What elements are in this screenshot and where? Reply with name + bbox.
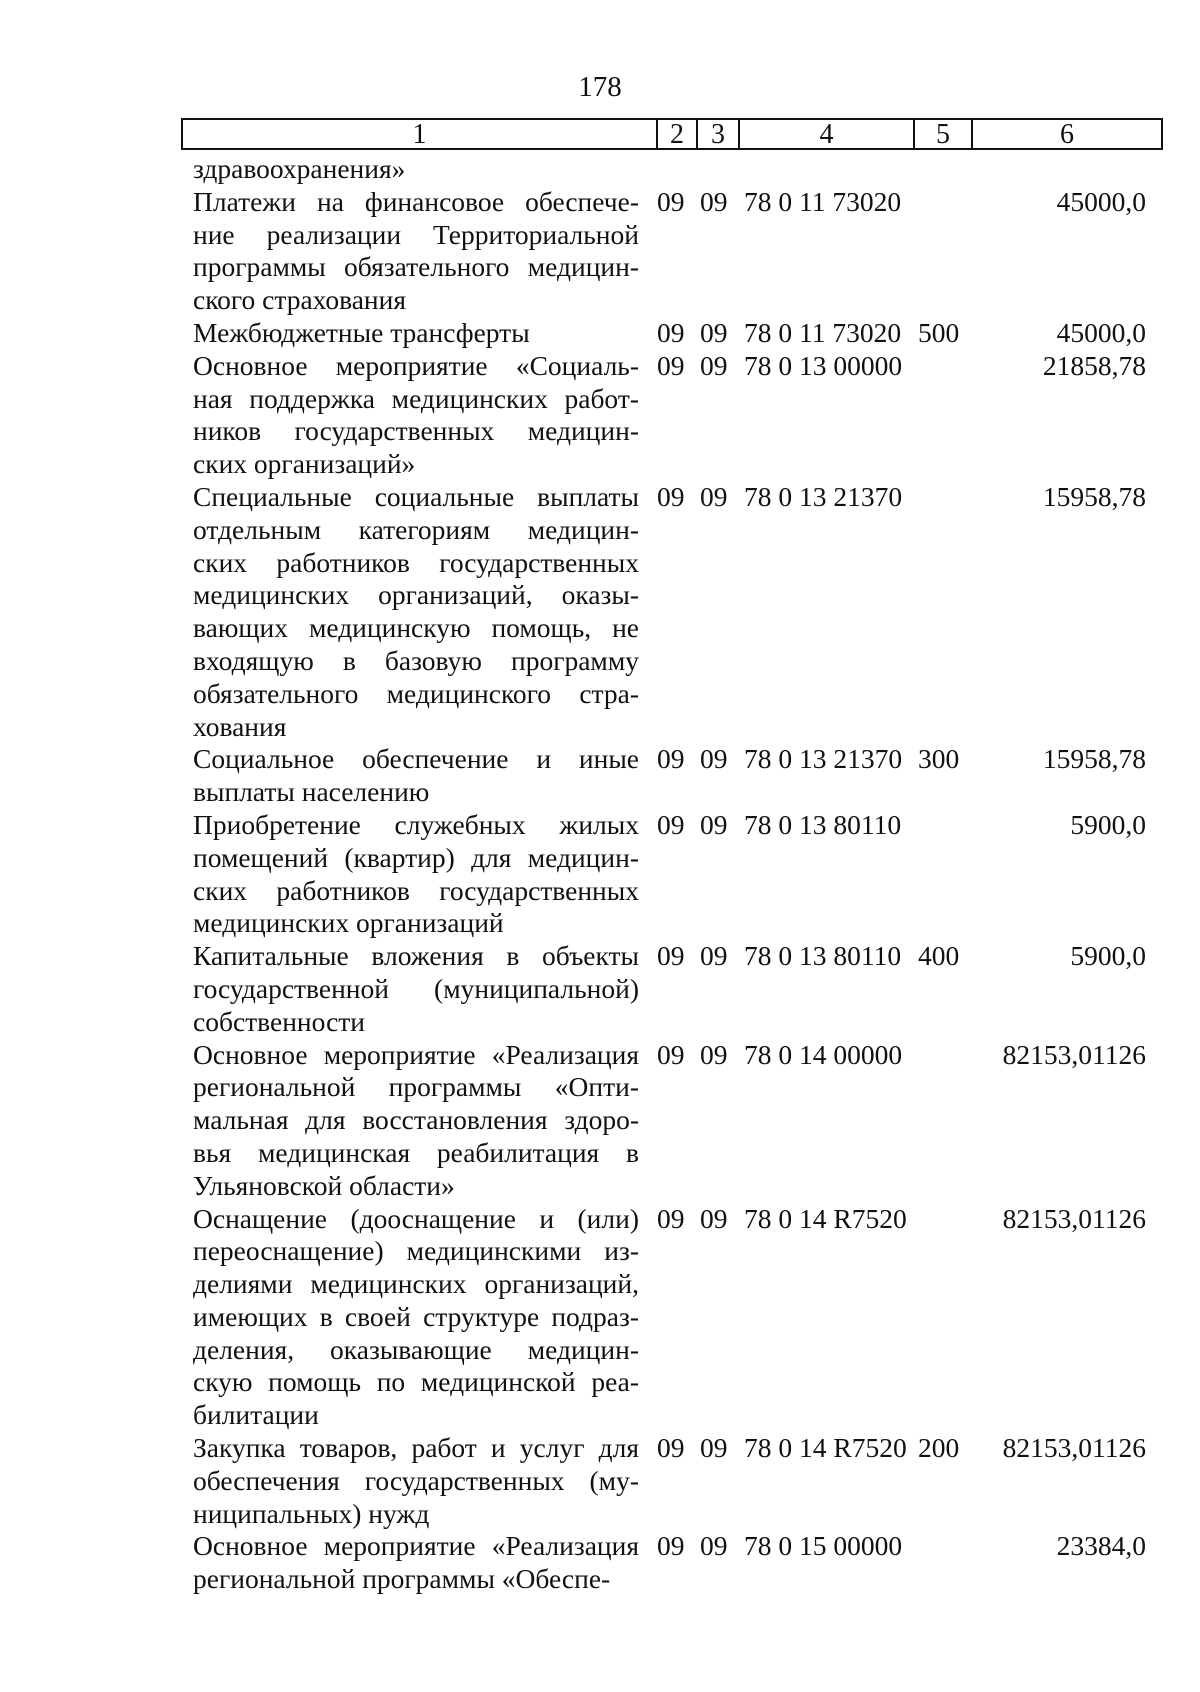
column-header-2: 2 bbox=[658, 120, 698, 148]
target-article-code: 78 0 14 R7520 bbox=[744, 1432, 907, 1464]
description-line: выплаты населению bbox=[193, 776, 430, 808]
amount: 45000,0 bbox=[1056, 185, 1146, 217]
description-line: Специальные социальные выплаты bbox=[193, 480, 639, 512]
description-line: государственной (муниципальной) bbox=[193, 972, 639, 1004]
description-line: вья медицинская реабилитация в bbox=[193, 1136, 639, 1168]
target-article-code: 78 0 14 R7520 bbox=[744, 1202, 907, 1234]
description-line: Платежи на финансовое обеспече- bbox=[193, 185, 639, 217]
target-article-code: 78 0 13 21370 bbox=[744, 743, 903, 775]
table-row bbox=[0, 1039, 1200, 1203]
description-line: медицинских организаций bbox=[193, 907, 504, 939]
subsection-code: 09 bbox=[700, 940, 728, 972]
target-article-code: 78 0 11 73020 bbox=[744, 316, 902, 348]
target-article-code: 78 0 13 80110 bbox=[744, 808, 902, 840]
table-row bbox=[0, 1203, 1200, 1433]
section-code: 09 bbox=[657, 1038, 685, 1070]
description-line: ского страхования bbox=[193, 284, 407, 316]
description-line: медицинских организаций, оказы- bbox=[193, 579, 639, 611]
row-description bbox=[193, 317, 639, 350]
target-article-code: 78 0 11 73020 bbox=[744, 185, 902, 217]
amount: 5900,0 bbox=[1070, 808, 1146, 840]
subsection-code: 09 bbox=[700, 1530, 728, 1562]
table-row bbox=[0, 809, 1200, 940]
description-line: ние реализации Территориальной bbox=[193, 218, 639, 250]
target-article-code: 78 0 13 00000 bbox=[744, 349, 903, 381]
description-line: ских организаций» bbox=[193, 448, 416, 480]
description-line: скую помощь по медицинской реа- bbox=[193, 1366, 639, 1398]
row-description bbox=[193, 1530, 639, 1596]
description-line: здравоохранения» bbox=[193, 153, 406, 184]
subsection-code: 09 bbox=[700, 808, 728, 840]
amount: 21858,78 bbox=[1042, 349, 1146, 381]
section-code: 09 bbox=[657, 316, 685, 348]
section-code: 09 bbox=[657, 1202, 685, 1234]
table-row bbox=[0, 186, 1200, 317]
expense-type-code: 500 bbox=[918, 316, 960, 348]
description-line: региональной программы «Опти- bbox=[193, 1071, 639, 1103]
description-line: Оснащение (дооснащение и (или) bbox=[193, 1202, 639, 1234]
description-line: Социальное обеспечение и иные bbox=[193, 743, 639, 775]
description-line: переоснащение) медицинскими из- bbox=[193, 1235, 639, 1267]
subsection-code: 09 bbox=[700, 349, 728, 381]
description-line: Основное мероприятие «Реализация bbox=[193, 1038, 639, 1070]
column-header-1: 1 bbox=[183, 120, 658, 148]
subsection-code: 09 bbox=[700, 185, 728, 217]
section-code: 09 bbox=[657, 743, 685, 775]
row-description bbox=[193, 1203, 639, 1433]
description-line: региональной программы «Обеспе- bbox=[193, 1563, 611, 1595]
column-header-5: 5 bbox=[915, 120, 973, 148]
description-line: собственности bbox=[193, 1005, 366, 1037]
column-header-3: 3 bbox=[698, 120, 740, 148]
column-header-4: 4 bbox=[740, 120, 915, 148]
section-code: 09 bbox=[657, 1530, 685, 1562]
table-row bbox=[0, 317, 1200, 350]
page-number: 178 bbox=[578, 71, 622, 103]
description-line: отдельным категориям медицин- bbox=[193, 513, 639, 545]
row-description bbox=[193, 743, 639, 809]
expense-type-code: 200 bbox=[918, 1432, 960, 1464]
column-header-6: 6 bbox=[1060, 119, 1074, 150]
row-description bbox=[193, 186, 639, 317]
description-line: Основное мероприятие «Реализация bbox=[193, 1530, 639, 1562]
description-line: ников государственных медицин- bbox=[193, 415, 639, 447]
table-row bbox=[0, 1530, 1200, 1596]
amount: 82153,01126 bbox=[1002, 1432, 1146, 1464]
table-row bbox=[0, 1432, 1200, 1530]
description-line: входящую в базовую программу bbox=[193, 644, 639, 676]
target-article-code: 78 0 15 00000 bbox=[744, 1530, 903, 1562]
row-description bbox=[193, 153, 639, 186]
target-article-code: 78 0 13 21370 bbox=[744, 480, 903, 512]
subsection-code: 09 bbox=[700, 480, 728, 512]
row-description bbox=[193, 1039, 639, 1203]
section-code: 09 bbox=[657, 349, 685, 381]
description-line: Закупка товаров, работ и услуг для bbox=[193, 1432, 639, 1464]
section-code: 09 bbox=[657, 185, 685, 217]
target-article-code: 78 0 14 00000 bbox=[744, 1038, 903, 1070]
subsection-code: 09 bbox=[700, 1202, 728, 1234]
description-line: Капитальные вложения в объекты bbox=[193, 940, 639, 972]
description-line: ниципальных) нужд bbox=[193, 1497, 430, 1529]
description-line: Ульяновской области» bbox=[193, 1169, 455, 1201]
description-line: ная поддержка медицинских работ- bbox=[193, 382, 639, 414]
description-line: Основное мероприятие «Социаль- bbox=[193, 349, 639, 381]
target-article-code: 78 0 13 80110 bbox=[744, 940, 902, 972]
expense-type-code: 400 bbox=[918, 940, 960, 972]
expense-type-code: 300 bbox=[918, 743, 960, 775]
subsection-code: 09 bbox=[700, 1038, 728, 1070]
table-row bbox=[0, 940, 1200, 1038]
description-line: делиями медицинских организаций, bbox=[193, 1268, 639, 1300]
subsection-code: 09 bbox=[700, 1432, 728, 1464]
subsection-code: 09 bbox=[700, 316, 728, 348]
description-line: мальная для восстановления здоро- bbox=[193, 1104, 639, 1136]
row-description bbox=[193, 350, 639, 481]
subsection-code: 09 bbox=[700, 743, 728, 775]
amount: 82153,01126 bbox=[1002, 1202, 1146, 1234]
description-line: ских работников государственных bbox=[193, 546, 639, 578]
amount: 45000,0 bbox=[1056, 316, 1146, 348]
section-code: 09 bbox=[657, 1432, 685, 1464]
description-line: имеющих в своей структуре подраз- bbox=[193, 1300, 639, 1332]
description-line: Межбюджетные трансферты bbox=[193, 316, 530, 348]
description-line: хования bbox=[193, 710, 287, 742]
row-description bbox=[193, 481, 639, 743]
table-row bbox=[0, 481, 1200, 743]
description-line: Приобретение служебных жилых bbox=[193, 808, 639, 840]
table-row bbox=[0, 743, 1200, 809]
section-code: 09 bbox=[657, 808, 685, 840]
section-code: 09 bbox=[657, 940, 685, 972]
amount: 82153,01126 bbox=[1002, 1038, 1146, 1070]
description-line: вающих медицинскую помощь, не bbox=[193, 612, 639, 644]
column-header-row bbox=[181, 118, 1163, 150]
section-code: 09 bbox=[657, 480, 685, 512]
amount: 5900,0 bbox=[1070, 940, 1146, 972]
amount: 23384,0 bbox=[1056, 1530, 1146, 1562]
description-line: программы обязательного медицин- bbox=[193, 251, 639, 283]
description-line: обязательного медицинского стра- bbox=[193, 677, 639, 709]
row-description bbox=[193, 809, 639, 940]
table-row bbox=[0, 153, 1200, 186]
table-body bbox=[0, 153, 1200, 1596]
amount: 15958,78 bbox=[1042, 743, 1146, 775]
description-line: билитации bbox=[193, 1399, 319, 1431]
row-description bbox=[193, 1432, 639, 1530]
table-row bbox=[0, 350, 1200, 481]
description-line: помещений (квартир) для медицин- bbox=[193, 841, 639, 873]
amount: 15958,78 bbox=[1042, 480, 1146, 512]
description-line: обеспечения государственных (му- bbox=[193, 1464, 639, 1496]
description-line: деления, оказывающие медицин- bbox=[193, 1333, 639, 1365]
description-line: ских работников государственных bbox=[193, 874, 639, 906]
row-description bbox=[193, 940, 639, 1038]
